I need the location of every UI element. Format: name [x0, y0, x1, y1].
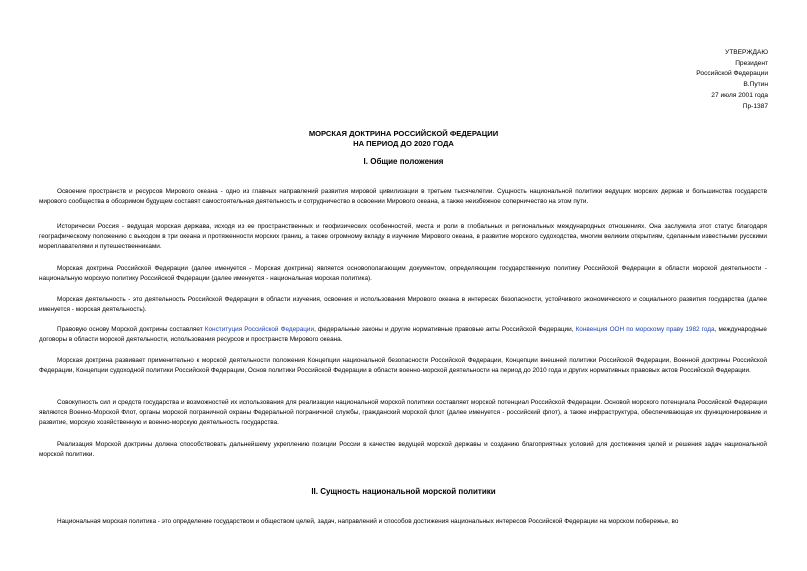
document-title-line1: МОРСКАЯ ДОКТРИНА РОССИЙСКОЙ ФЕДЕРАЦИИ — [308, 129, 499, 138]
document-title — [0, 129, 807, 149]
approval-position: Президент — [735, 59, 768, 67]
paragraph-4: Морская деятельность - это деятельность Российской Федерации в области изучения, освоения и использования Мирового океана в интересах безопасности, устойчивого экономического и социального развития государства (далее именуется - морская деятельность). — [39, 296, 767, 314]
section-heading-1: I. Общие положения — [363, 157, 444, 166]
approval-country: Российской Федерации — [696, 70, 768, 78]
approval-number: Пр-1387 — [742, 102, 768, 110]
paragraph-8: Реализация Морской доктрины должна способствовать дальнейшему укреплению позиции России в качестве ведущей морской державы и созданию благоприятных условий для достижения целей и решения задач национальной морской политики. — [39, 441, 767, 459]
paragraph-6: Морская доктрина развивает применительно к морской деятельности положения Концепции национальной безопасности Российской Федерации, Концепции внешней политики Российской Федерации, Военной доктрины Российской Федерации, Концепции судоходной политики Российской Федерации, Основ политики Российской Федерации в области военно-морской деятельности на период до 2010 года и других нормативных правовых актов Российской Федерации. — [39, 357, 767, 375]
approval-date: 27 июля 2001 года — [711, 91, 768, 99]
section-heading-2: II. Сущность национальной морской политики — [311, 487, 496, 496]
approval-block — [696, 48, 768, 112]
paragraph-9: Национальная морская политика - это определение государством и обществом целей, задач, направлений и способов достижения национальных интересов Российской Федерации на морском побережье, во — [57, 518, 679, 525]
paragraph-5-before: Правовую основу Морской доктрины составляет — [57, 326, 205, 333]
paragraph-5-after: , международные договоры в области морской деятельности, использования ресурсов и пространств Мирового океана. — [39, 326, 767, 344]
paragraph-2: Исторически Россия - ведущая морская держава, исходя из ее пространственных и геофизических особенностей, места и роли в глобальных и региональных международных отношениях. Она заслужила этот статус благодаря географическому положению с выходом в три океана и протяженности морских границ, а также огромному вкладу в изучение Мирового океана, в развитие морского судоходства, многим великим открытиям, сделанным известными русскими мореплавателями и путешественниками. — [39, 223, 767, 251]
paragraph-5 — [39, 325, 767, 345]
approval-signer: В.Путин — [743, 81, 768, 89]
paragraph-7: Совокупность сил и средств государства и возможностей их использования для реализации национальной морской политики составляет морской потенциал Российской Федерации. Основой морского потенциала Российской Федерации являются Военно-Морской Флот, органы морской пограничной охраны Федеральной пограничной службы, гражданский морской флот (далее именуется - российский флот), а также инфраструктура, обеспечивающая их функционирование и развитие, морскую хозяйственную и военно-морскую деятельность государства. — [39, 399, 767, 427]
un-convention-link[interactable]: Конвенция ООН по морскому праву 1982 года — [575, 326, 715, 333]
constitution-link[interactable]: Конституция Российской Федерации — [204, 326, 315, 333]
approval-stamp: УТВЕРЖДАЮ — [725, 49, 768, 56]
document-title-line2: НА ПЕРИОД ДО 2020 ГОДА — [353, 139, 454, 148]
paragraph-3: Морская доктрина Российской Федерации (далее именуется - Морская доктрина) является основополагающим документом, определяющим государственную политику Российской Федерации в области морской деятельности - национальную морскую политику Российской Федерации (далее именуется - национальная морская политика). — [39, 265, 767, 283]
paragraph-1: Освоение пространств и ресурсов Мирового океана - одно из главных направлений развития мировой цивилизации в третьем тысячелетии. Сущность национальной политики ведущих морских держав и большинства государств мирового сообщества в обозримом будущем составят самостоятельная деятельность и сотрудничество в освоении Мирового океана, а также неизбежное соперничество на этом пути. — [39, 188, 767, 206]
paragraph-5-middle: , федеральные законы и другие нормативные правовые акты Российской Федерации, — [314, 326, 576, 333]
